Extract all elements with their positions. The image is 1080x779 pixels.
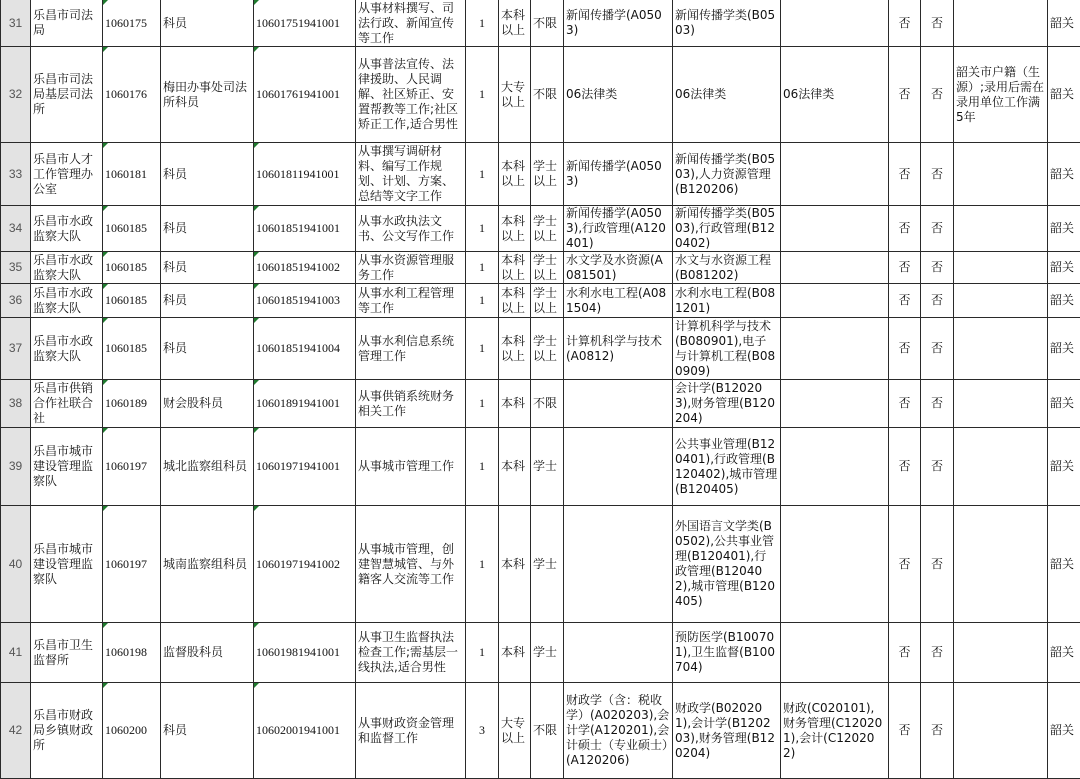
cell-duty[interactable]: 从事水利信息系统管理工作 [356, 318, 466, 380]
cell-education[interactable]: 大专以上 [499, 683, 531, 779]
cell-position-code[interactable]: 10601891941001 [254, 380, 356, 428]
cell-region[interactable]: 韶关 [1048, 143, 1080, 206]
cell-duty[interactable]: 从事水政执法文书、公文写作工作 [356, 206, 466, 252]
cell-department[interactable]: 乐昌市卫生监督所 [31, 623, 103, 683]
row-header[interactable]: 40 [1, 506, 31, 623]
cell-degree[interactable]: 不限 [531, 683, 564, 779]
cell-major-graduate[interactable] [564, 428, 673, 506]
cell-duty[interactable]: 从事供销系统财务相关工作 [356, 380, 466, 428]
cell-department-code[interactable]: 1060181 [103, 143, 161, 206]
cell-degree[interactable]: 不限 [531, 380, 564, 428]
cell-major-college[interactable] [781, 428, 889, 506]
table-row [1, 380, 1080, 428]
cell-department[interactable]: 乐昌市水政监察大队 [31, 252, 103, 284]
cell-duty[interactable]: 从事财政资金管理和监督工作 [356, 683, 466, 779]
cell-major-undergraduate[interactable]: 外国语言文学类(B0502),公共事业管理(B120401),行政管理(B120402),城市管理(B120405) [673, 506, 781, 623]
cell-major-college[interactable] [781, 206, 889, 252]
cell-major-undergraduate[interactable]: 水利水电工程(B081201) [673, 284, 781, 318]
cell-region[interactable]: 韶关 [1048, 47, 1080, 143]
cell-hire-count[interactable]: 1 [466, 506, 499, 623]
cell-region[interactable]: 韶关 [1048, 318, 1080, 380]
cell-degree[interactable]: 学士 [531, 428, 564, 506]
cell-degree[interactable]: 学士以上 [531, 143, 564, 206]
cell-other-requirements[interactable]: 韶关市户籍（生源）;录用后需在录用单位工作满5年 [954, 47, 1048, 143]
table-row [1, 318, 1080, 380]
cell-department-code[interactable]: 1060185 [103, 252, 161, 284]
cell-major-undergraduate[interactable]: 财政学(B020201),会计学(B120203),财务管理(B120204) [673, 683, 781, 779]
cell-position-name[interactable]: 科员 [161, 683, 254, 779]
cell-flag-1[interactable]: 否 [889, 252, 921, 284]
cell-hire-count[interactable]: 1 [466, 252, 499, 284]
cell-position-code[interactable]: 10601761941001 [254, 47, 356, 143]
table-row [1, 506, 1080, 623]
cell-position-code[interactable]: 10601971941001 [254, 428, 356, 506]
cell-position-name[interactable]: 科员 [161, 206, 254, 252]
cell-position-name[interactable]: 梅田办事处司法所科员 [161, 47, 254, 143]
cell-hire-count[interactable]: 1 [466, 143, 499, 206]
cell-flag-1[interactable]: 否 [889, 284, 921, 318]
cell-department-code[interactable]: 1060185 [103, 206, 161, 252]
cell-degree[interactable]: 学士以上 [531, 318, 564, 380]
cell-position-code[interactable]: 10601751941001 [254, 0, 356, 47]
cell-major-graduate[interactable] [564, 506, 673, 623]
cell-duty[interactable]: 从事普法宣传、法律援助、人民调解、社区矫正、安置帮教等工作;社区矫正工作,适合男性 [356, 47, 466, 143]
cell-flag-1[interactable]: 否 [889, 47, 921, 143]
table-row [1, 252, 1080, 284]
cell-education[interactable]: 本科以上 [499, 284, 531, 318]
cell-major-undergraduate[interactable]: 新闻传播学类(B0503) [673, 0, 781, 47]
cell-education[interactable]: 本科以上 [499, 206, 531, 252]
cell-education[interactable]: 本科以上 [499, 0, 531, 47]
cell-major-undergraduate[interactable]: 公共事业管理(B120401),行政管理(B120402),城市管理(B120405) [673, 428, 781, 506]
cell-department-code[interactable]: 1060189 [103, 380, 161, 428]
cell-education[interactable]: 本科 [499, 428, 531, 506]
cell-duty[interactable]: 从事材料撰写、司法行政、新闻宣传等工作 [356, 0, 466, 47]
cell-degree[interactable]: 学士 [531, 623, 564, 683]
cell-major-undergraduate[interactable]: 预防医学(B100701),卫生监督(B100704) [673, 623, 781, 683]
cell-major-college[interactable] [781, 0, 889, 47]
cell-major-undergraduate[interactable]: 计算机科学与技术(B080901),电子与计算机工程(B080909) [673, 318, 781, 380]
cell-major-college[interactable] [781, 623, 889, 683]
cell-department-code[interactable]: 1060185 [103, 318, 161, 380]
cell-position-name[interactable]: 科员 [161, 0, 254, 47]
cell-region[interactable]: 韶关 [1048, 380, 1080, 428]
cell-flag-1[interactable]: 否 [889, 623, 921, 683]
cell-flag-2[interactable]: 否 [921, 506, 954, 623]
cell-major-undergraduate[interactable]: 水文与水资源工程(B081202) [673, 252, 781, 284]
cell-region[interactable]: 韶关 [1048, 206, 1080, 252]
cell-major-undergraduate[interactable]: 新闻传播学类(B0503),行政管理(B120402) [673, 206, 781, 252]
cell-region[interactable]: 韶关 [1048, 683, 1080, 779]
cell-major-undergraduate[interactable]: 新闻传播学类(B0503),人力资源管理(B120206) [673, 143, 781, 206]
row-header[interactable]: 38 [1, 380, 31, 428]
cell-degree[interactable]: 学士以上 [531, 206, 564, 252]
table-row [1, 683, 1080, 779]
cell-flag-1[interactable]: 否 [889, 206, 921, 252]
cell-flag-2[interactable]: 否 [921, 47, 954, 143]
cell-other-requirements[interactable] [954, 623, 1048, 683]
cell-major-graduate[interactable]: 06法律类 [564, 47, 673, 143]
cell-major-college[interactable] [781, 252, 889, 284]
cell-major-graduate[interactable]: 新闻传播学(A0503),行政管理(A120401) [564, 206, 673, 252]
cell-department[interactable]: 乐昌市供销合作社联合社 [31, 380, 103, 428]
cell-flag-2[interactable]: 否 [921, 206, 954, 252]
cell-major-graduate[interactable]: 水文学及水资源(A081501) [564, 252, 673, 284]
cell-department-code[interactable]: 1060176 [103, 47, 161, 143]
cell-degree[interactable]: 不限 [531, 0, 564, 47]
cell-position-name[interactable]: 科员 [161, 318, 254, 380]
cell-hire-count[interactable]: 1 [466, 318, 499, 380]
cell-major-graduate[interactable]: 新闻传播学(A0503) [564, 0, 673, 47]
cell-department[interactable]: 乐昌市司法局基层司法所 [31, 47, 103, 143]
cell-region[interactable]: 韶关 [1048, 284, 1080, 318]
cell-position-code[interactable]: 10601851941003 [254, 284, 356, 318]
row-header[interactable]: 31 [1, 0, 31, 47]
cell-department-code[interactable]: 1060175 [103, 0, 161, 47]
cell-position-code[interactable]: 10601851941002 [254, 252, 356, 284]
cell-department[interactable]: 乐昌市人才工作管理办公室 [31, 143, 103, 206]
cell-department-code[interactable]: 1060200 [103, 683, 161, 779]
cell-position-code[interactable]: 10601981941001 [254, 623, 356, 683]
cell-other-requirements[interactable] [954, 284, 1048, 318]
cell-position-name[interactable]: 监督股科员 [161, 623, 254, 683]
cell-other-requirements[interactable] [954, 506, 1048, 623]
cell-department-code[interactable]: 1060197 [103, 428, 161, 506]
row-header[interactable]: 35 [1, 252, 31, 284]
cell-major-graduate[interactable] [564, 380, 673, 428]
cell-department[interactable]: 乐昌市水政监察大队 [31, 284, 103, 318]
cell-other-requirements[interactable] [954, 380, 1048, 428]
cell-region[interactable]: 韶关 [1048, 506, 1080, 623]
cell-region[interactable]: 韶关 [1048, 0, 1080, 47]
cell-flag-2[interactable]: 否 [921, 428, 954, 506]
table-row [1, 47, 1080, 143]
cell-other-requirements[interactable] [954, 318, 1048, 380]
row-header[interactable]: 34 [1, 206, 31, 252]
cell-department-code[interactable]: 1060185 [103, 284, 161, 318]
cell-major-college[interactable] [781, 318, 889, 380]
cell-flag-2[interactable]: 否 [921, 683, 954, 779]
cell-department[interactable]: 乐昌市城市建设管理监察队 [31, 428, 103, 506]
cell-flag-1[interactable]: 否 [889, 0, 921, 47]
cell-education[interactable]: 本科以上 [499, 252, 531, 284]
cell-major-college[interactable] [781, 284, 889, 318]
cell-flag-1[interactable]: 否 [889, 380, 921, 428]
cell-other-requirements[interactable] [954, 428, 1048, 506]
cell-duty[interactable]: 从事卫生监督执法检查工作;需基层一线执法,适合男性 [356, 623, 466, 683]
cell-major-college[interactable] [781, 143, 889, 206]
cell-position-name[interactable]: 科员 [161, 284, 254, 318]
cell-degree[interactable]: 学士以上 [531, 284, 564, 318]
cell-major-graduate[interactable]: 计算机科学与技术(A0812) [564, 318, 673, 380]
cell-hire-count[interactable]: 1 [466, 380, 499, 428]
table-row [1, 284, 1080, 318]
cell-flag-2[interactable]: 否 [921, 380, 954, 428]
cell-department[interactable]: 乐昌市财政局乡镇财政所 [31, 683, 103, 779]
cell-position-name[interactable]: 科员 [161, 143, 254, 206]
cell-flag-1[interactable]: 否 [889, 428, 921, 506]
cell-hire-count[interactable]: 1 [466, 0, 499, 47]
cell-major-college[interactable] [781, 380, 889, 428]
row-header[interactable]: 36 [1, 284, 31, 318]
cell-flag-1[interactable]: 否 [889, 683, 921, 779]
cell-education[interactable]: 本科以上 [499, 143, 531, 206]
cell-department[interactable]: 乐昌市水政监察大队 [31, 206, 103, 252]
cell-position-name[interactable]: 科员 [161, 252, 254, 284]
cell-major-undergraduate[interactable]: 06法律类 [673, 47, 781, 143]
cell-degree[interactable]: 学士以上 [531, 252, 564, 284]
cell-department[interactable]: 乐昌市水政监察大队 [31, 318, 103, 380]
cell-duty[interactable]: 从事城市管理工作 [356, 428, 466, 506]
cell-hire-count[interactable]: 1 [466, 47, 499, 143]
cell-other-requirements[interactable] [954, 252, 1048, 284]
table-row [1, 206, 1080, 252]
cell-major-graduate[interactable]: 新闻传播学(A0503) [564, 143, 673, 206]
cell-flag-2[interactable]: 否 [921, 318, 954, 380]
row-header[interactable]: 33 [1, 143, 31, 206]
cell-position-name[interactable]: 城北监察组科员 [161, 428, 254, 506]
table-row [1, 0, 1080, 47]
cell-position-code[interactable]: 10601851941004 [254, 318, 356, 380]
cell-region[interactable]: 韶关 [1048, 623, 1080, 683]
cell-duty[interactable]: 从事撰写调研材料、编写工作规划、计划、方案、总结等文字工作 [356, 143, 466, 206]
cell-degree[interactable]: 不限 [531, 47, 564, 143]
cell-duty[interactable]: 从事水资源管理服务工作 [356, 252, 466, 284]
cell-flag-2[interactable]: 否 [921, 0, 954, 47]
cell-department-code[interactable]: 1060198 [103, 623, 161, 683]
cell-region[interactable]: 韶关 [1048, 252, 1080, 284]
cell-hire-count[interactable]: 1 [466, 206, 499, 252]
cell-duty[interactable]: 从事城市管理，创建智慧城管、与外籍客人交流等工作 [356, 506, 466, 623]
cell-major-graduate[interactable]: 水利水电工程(A081504) [564, 284, 673, 318]
cell-flag-1[interactable]: 否 [889, 143, 921, 206]
cell-flag-1[interactable]: 否 [889, 318, 921, 380]
cell-major-graduate[interactable] [564, 623, 673, 683]
cell-hire-count[interactable]: 1 [466, 623, 499, 683]
cell-education[interactable]: 本科 [499, 380, 531, 428]
cell-department[interactable]: 乐昌市城市建设管理监察队 [31, 506, 103, 623]
cell-education[interactable]: 本科以上 [499, 318, 531, 380]
row-header[interactable]: 41 [1, 623, 31, 683]
cell-other-requirements[interactable] [954, 0, 1048, 47]
table-row [1, 623, 1080, 683]
cell-major-undergraduate[interactable]: 会计学(B120203),财务管理(B120204) [673, 380, 781, 428]
cell-position-code[interactable]: 10602001941001 [254, 683, 356, 779]
row-header[interactable]: 32 [1, 47, 31, 143]
cell-hire-count[interactable]: 1 [466, 428, 499, 506]
table-row [1, 428, 1080, 506]
cell-flag-2[interactable]: 否 [921, 623, 954, 683]
cell-position-code[interactable]: 10601851941001 [254, 206, 356, 252]
cell-position-code[interactable]: 10601811941001 [254, 143, 356, 206]
cell-flag-2[interactable]: 否 [921, 143, 954, 206]
cell-department[interactable]: 乐昌市司法局 [31, 0, 103, 47]
cell-region[interactable]: 韶关 [1048, 428, 1080, 506]
cell-hire-count[interactable]: 3 [466, 683, 499, 779]
cell-education[interactable]: 大专以上 [499, 47, 531, 143]
cell-position-name[interactable]: 城南监察组科员 [161, 506, 254, 623]
cell-other-requirements[interactable] [954, 206, 1048, 252]
cell-other-requirements[interactable] [954, 143, 1048, 206]
cell-education[interactable]: 本科 [499, 623, 531, 683]
cell-department-code[interactable]: 1060197 [103, 506, 161, 623]
row-header[interactable]: 37 [1, 318, 31, 380]
cell-hire-count[interactable]: 1 [466, 284, 499, 318]
cell-major-college[interactable] [781, 506, 889, 623]
table-row [1, 143, 1080, 206]
cell-duty[interactable]: 从事水利工程管理等工作 [356, 284, 466, 318]
cell-major-graduate[interactable]: 财政学（含：税收学）(A020203),会计学(A120201),会计硕士（专业硕士）(A120206) [564, 683, 673, 779]
cell-flag-2[interactable]: 否 [921, 284, 954, 318]
cell-major-college[interactable]: 06法律类 [781, 47, 889, 143]
cell-other-requirements[interactable] [954, 683, 1048, 779]
cell-major-college[interactable]: 财政(C020101),财务管理(C120201),会计(C120202) [781, 683, 889, 779]
cell-flag-2[interactable]: 否 [921, 252, 954, 284]
cell-education[interactable]: 本科 [499, 506, 531, 623]
row-header[interactable]: 42 [1, 683, 31, 779]
cell-position-code[interactable]: 10601971941002 [254, 506, 356, 623]
row-header[interactable]: 39 [1, 428, 31, 506]
cell-position-name[interactable]: 财会股科员 [161, 380, 254, 428]
cell-degree[interactable]: 学士 [531, 506, 564, 623]
cell-flag-1[interactable]: 否 [889, 506, 921, 623]
